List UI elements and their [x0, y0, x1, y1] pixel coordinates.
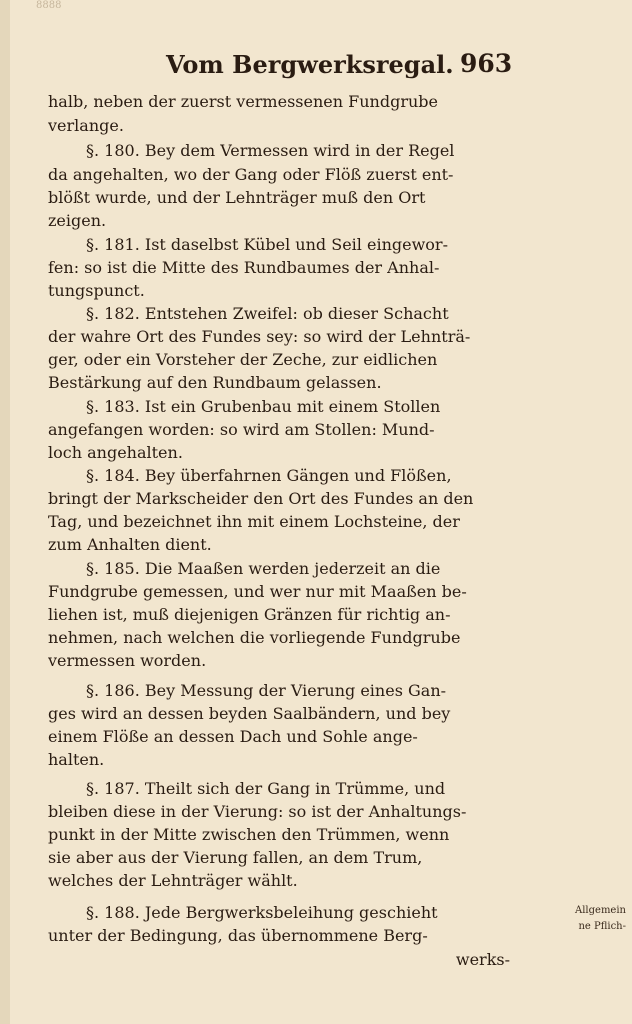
text-line: ger, oder ein Vorsteher der Zeche, zur eidlichen: [48, 350, 438, 369]
text-line: Bestärkung auf den Rundbaum gelassen.: [48, 373, 382, 392]
text-line: der wahre Ort des Fundes sey: so wird der Lehnträ-: [48, 327, 471, 346]
text-line: loch angehalten.: [48, 443, 183, 462]
text-line: nehmen, nach welchen die vorliegende Fundgrube: [48, 628, 461, 647]
running-header: Vom Bergwerksregal.: [166, 50, 454, 79]
text-line: ges wird an dessen beyden Saalbändern, und bey: [48, 704, 451, 723]
text-line: §. 184. Bey überfahrnen Gängen und Flößen,: [86, 466, 452, 485]
text-line: §. 187. Theilt sich der Gang in Trümme, und: [86, 779, 446, 798]
page-number: 963: [460, 49, 513, 78]
text-line: vermessen worden.: [48, 651, 207, 670]
text-line: unter der Bedingung, das übernommene Berg-: [48, 926, 428, 945]
text-line: tungspunct.: [48, 281, 145, 300]
text-line: halten.: [48, 750, 105, 769]
text-line: Tag, und bezeichnet ihn mit einem Lochsteine, der: [48, 512, 460, 531]
text-line: punkt in der Mitte zwischen den Trümmen, wenn: [48, 825, 450, 844]
text-line: zeigen.: [48, 211, 107, 230]
text-line: bringt der Markscheider den Ort des Fundes an den: [48, 489, 474, 508]
margin-note-line: ne Pflich-: [578, 921, 626, 932]
text-line: angefangen worden: so wird am Stollen: Mund-: [48, 420, 435, 439]
text-line: §. 181. Ist daselbst Kübel und Seil eingewor-: [86, 235, 448, 254]
text-line: liehen ist, muß diejenigen Gränzen für richtig an-: [48, 605, 451, 624]
text-line: §. 183. Ist ein Grubenbau mit einem Stollen: [86, 397, 441, 416]
text-line: welches der Lehnträger wählt.: [48, 871, 298, 890]
text-line: bleiben diese in der Vierung: so ist der Anhaltungs-: [48, 802, 467, 821]
top-mark: 8888: [36, 0, 62, 11]
text-line: blößt wurde, und der Lehnträger muß den Ort: [48, 188, 426, 207]
text-line: §. 188. Jede Bergwerksbeleihung geschieht: [86, 903, 438, 922]
text-line: einem Flöße an dessen Dach und Sohle ange-: [48, 727, 418, 746]
text-line: sie aber aus der Vierung fallen, an dem Trum,: [48, 848, 423, 867]
text-line: verlange.: [48, 116, 124, 135]
text-line: zum Anhalten dient.: [48, 535, 212, 554]
text-line: halb, neben der zuerst vermessenen Fundgrube: [48, 92, 438, 111]
margin-note-line: Allgemein: [575, 905, 626, 916]
text-line: da angehalten, wo der Gang oder Flöß zuerst ent-: [48, 165, 454, 184]
text-line: §. 186. Bey Messung der Vierung eines Gan-: [86, 681, 447, 700]
text-line: fen: so ist die Mitte des Rundbaumes der Anhal-: [48, 258, 440, 277]
text-line: §. 182. Entstehen Zweifel: ob dieser Schacht: [86, 304, 449, 323]
page-edge-shadow: [0, 0, 10, 1024]
text-line: §. 185. Die Maaßen werden jederzeit an die: [86, 559, 441, 578]
text-line: Fundgrube gemessen, und wer nur mit Maaßen be-: [48, 582, 467, 601]
catchword: werks-: [455, 950, 510, 969]
text-line: §. 180. Bey dem Vermessen wird in der Regel: [86, 141, 455, 160]
